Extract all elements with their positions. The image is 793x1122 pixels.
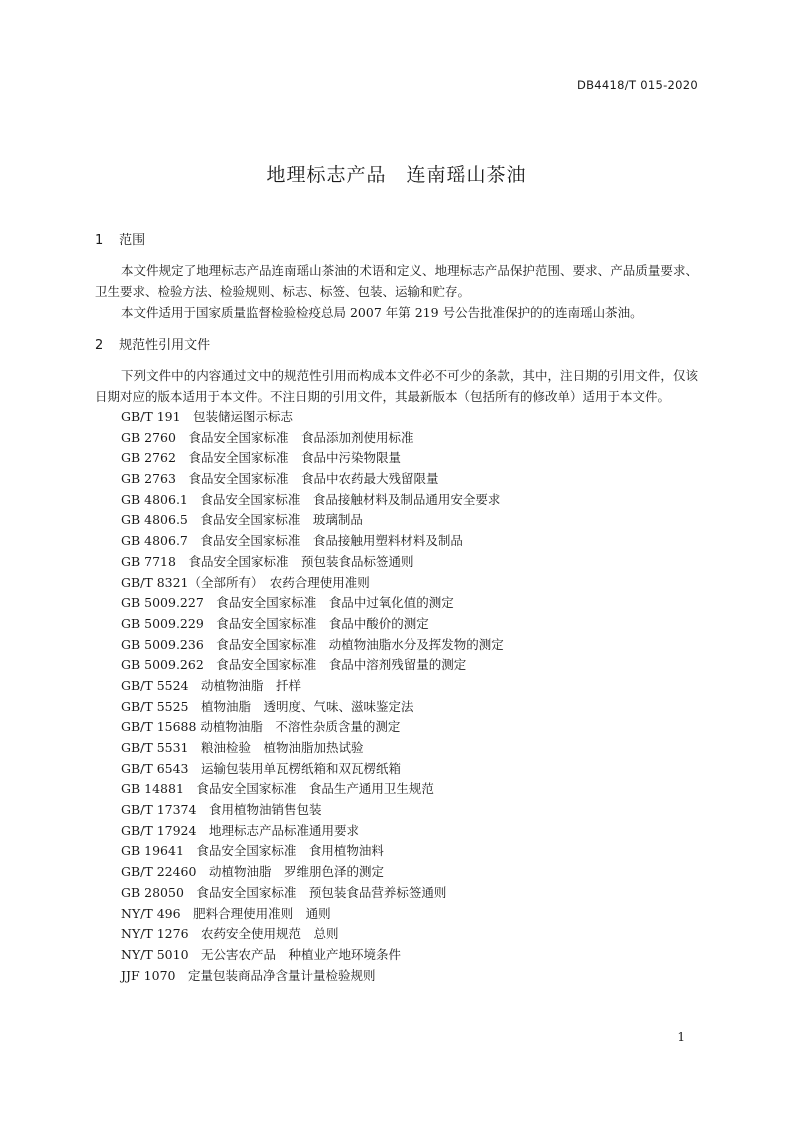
section-title: 范围 xyxy=(119,233,146,248)
reference-item: GB 14881 食品安全国家标准 食品生产通用卫生规范 xyxy=(121,781,434,797)
reference-item: GB 28050 食品安全国家标准 预包装食品营养标签通则 xyxy=(121,884,447,900)
reference-item: GB/T 15688 动植物油脂 不溶性杂质含量的测定 xyxy=(121,719,401,735)
section-number: 2 xyxy=(95,338,104,353)
reference-item: GB 5009.229 食品安全国家标准 食品中酸价的测定 xyxy=(121,615,429,631)
reference-list xyxy=(95,407,698,986)
reference-item: GB/T 5525 植物油脂 透明度、气味、滋味鉴定法 xyxy=(121,698,414,714)
document-code: DB4418/T 015-2020 xyxy=(576,78,698,92)
scope-applicability-paragraph: 本文件适用于国家质量监督检验检疫总局 2007 年第 219 号公告批准保护的的连南瑶山茶油。 xyxy=(121,305,643,320)
reference-item: GB/T 5524 动植物油脂 扦样 xyxy=(121,677,302,693)
section-2-heading xyxy=(95,335,698,357)
references-intro-paragraph: 下列文件中的内容通过文中的规范性引用而构成本文件必不可少的条款，其中，注日期的引用文件，仅该日期对应的版本适用于本文件。不注日期的引用文件，其最新版本（包括所有的修改单）适用于本文件。 xyxy=(95,368,698,404)
reference-item: GB 2763 食品安全国家标准 食品中农药最大残留限量 xyxy=(121,471,439,487)
reference-item: GB 2760 食品安全国家标准 食品添加剂使用标准 xyxy=(121,429,414,445)
scope-paragraph: 本文件规定了地理标志产品连南瑶山茶油的术语和定义、地理标志产品保护范围、要求、产品质量要求、卫生要求、检验方法、检验规则、标志、标签、包装、运输和贮存。 xyxy=(95,263,698,299)
reference-item: GB 4806.1 食品安全国家标准 食品接触材料及制品通用安全要求 xyxy=(121,491,501,507)
reference-item: GB/T 191 包装储运图示标志 xyxy=(121,409,294,424)
reference-item: GB/T 22460 动植物油脂 罗维朋色泽的测定 xyxy=(121,864,384,880)
reference-item: GB/T 5531 粮油检验 植物油脂加热试验 xyxy=(121,740,364,755)
reference-item: NY/T 1276 农药安全使用规范 总则 xyxy=(121,926,339,942)
reference-item: GB 2762 食品安全国家标准 食品中污染物限量 xyxy=(121,450,401,466)
reference-item: GB/T 17374 食用植物油销售包装 xyxy=(121,802,322,818)
page-number: 1 xyxy=(677,1030,685,1044)
reference-item: GB/T 8321（全部所有） 农药合理使用准则 xyxy=(121,574,370,590)
reference-item: NY/T 496 肥料合理使用准则 通则 xyxy=(121,905,331,921)
section-1-heading xyxy=(95,230,698,252)
reference-item: GB 7718 食品安全国家标准 预包装食品标签通则 xyxy=(121,553,414,569)
reference-item: GB 5009.262 食品安全国家标准 食品中溶剂残留量的测定 xyxy=(121,657,467,673)
document-body xyxy=(95,230,698,986)
section-title: 规范性引用文件 xyxy=(119,338,211,353)
reference-item: GB 5009.227 食品安全国家标准 食品中过氧化值的测定 xyxy=(121,595,454,611)
document-title: 地理标志产品 连南瑶山茶油 xyxy=(266,164,527,186)
section-number: 1 xyxy=(95,233,104,248)
reference-item: GB 4806.7 食品安全国家标准 食品接触用塑料材料及制品 xyxy=(121,533,463,549)
reference-item: GB/T 6543 运输包装用单瓦楞纸箱和双瓦楞纸箱 xyxy=(121,760,402,776)
reference-item: GB 4806.5 食品安全国家标准 玻璃制品 xyxy=(121,512,363,528)
reference-item: GB 19641 食品安全国家标准 食用植物油料 xyxy=(121,843,384,859)
reference-item: GB/T 17924 地理标志产品标准通用要求 xyxy=(121,822,359,838)
reference-item: GB 5009.236 食品安全国家标准 动植物油脂水分及挥发物的测定 xyxy=(121,636,504,652)
reference-item: JJF 1070 定量包装商品净含量计量检验规则 xyxy=(121,967,376,983)
reference-item: NY/T 5010 无公害农产品 种植业产地环境条件 xyxy=(121,946,402,962)
